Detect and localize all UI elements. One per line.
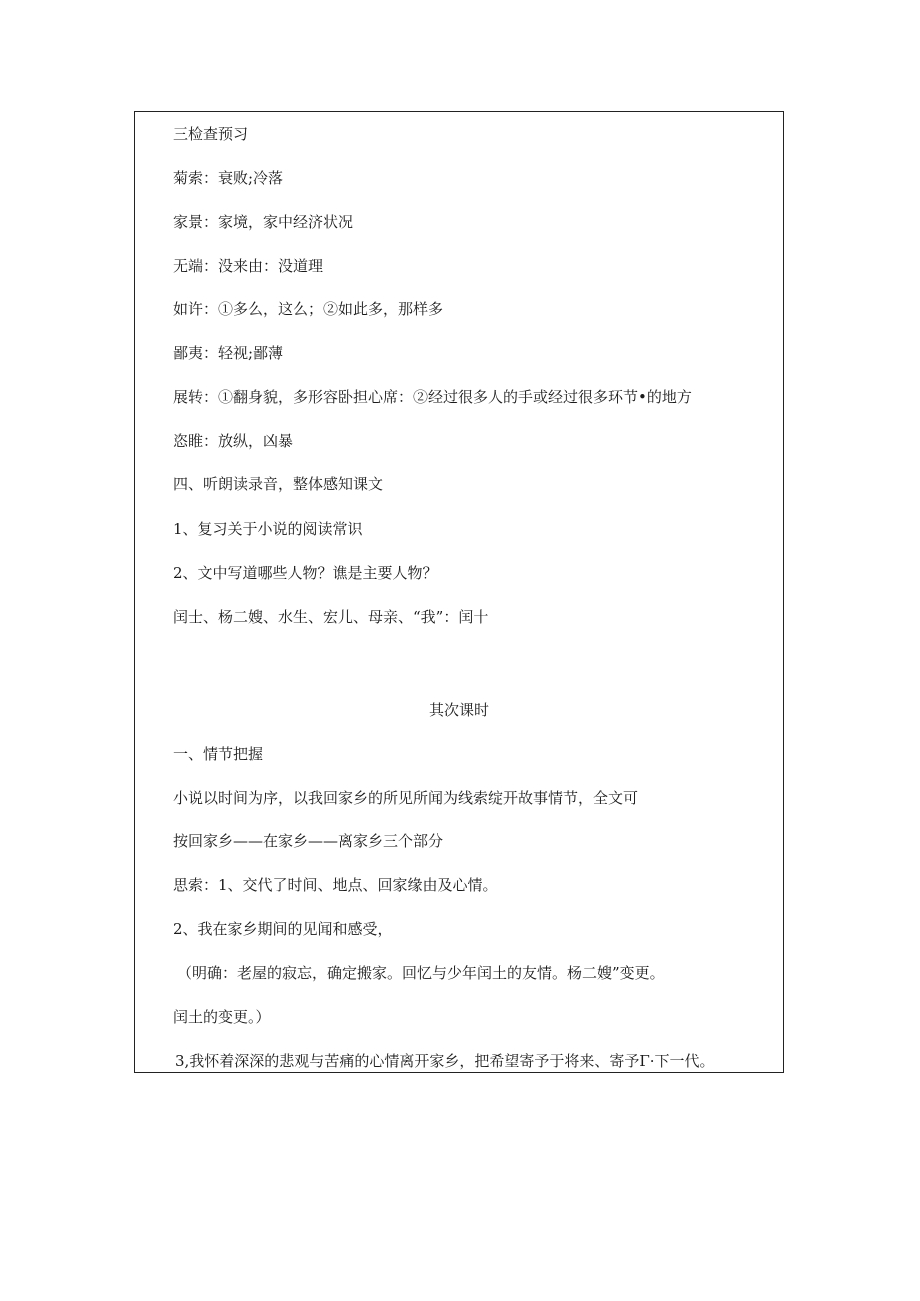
- vocab-line: 如许：①多么，这么；②如此多，那样多: [173, 300, 444, 318]
- paragraph-line: 思索：1、交代了时间、地点、回家缘由及心情。: [173, 876, 498, 894]
- numbered-item: 1、复习关于小说的阅读常识: [173, 520, 363, 538]
- document-frame: [134, 111, 784, 1073]
- paragraph-line: 3,我怀着深深的悲观与苦痛的心情离开家乡，把希望寄予于将来、寄予Γ·下一代。: [175, 1052, 715, 1070]
- vocab-line: 恣睢：放纵，凶暴: [173, 432, 294, 450]
- vocab-line: 家景：家境，家中经济状况: [173, 213, 354, 231]
- heading-check-preview: 三检查预习: [173, 125, 249, 143]
- paragraph-line: （明确：老屋的寂忘，确定搬家。回忆与少年闰土的友情。杨二嫂”变更。: [177, 964, 665, 982]
- heading-listen-reading: 四、听朗读录音，整体感知课文: [173, 475, 384, 493]
- vocab-line: 菊索：衰败;冷落: [173, 169, 284, 187]
- paragraph-line: 2、我在家乡期间的见闻和感受，: [173, 920, 393, 938]
- vocab-line: 鄙夷：轻视;鄙薄: [173, 344, 284, 362]
- vocab-line: 展转：①翻身貌，多形容卧担心席：②经过很多人的手或经过很多环节•的地方: [173, 388, 692, 406]
- paragraph-line: 小说以时间为序，以我回家乡的所见所闻为线索绽开故事情节，全文可: [173, 789, 639, 807]
- numbered-item: 2、文中写道哪些人物？谯是主要人物？: [173, 564, 438, 582]
- character-list: 闰士、杨二嫂、水生、宏儿、母亲、“我”：闰十: [173, 608, 489, 626]
- heading-plot: 一、情节把握: [173, 745, 264, 763]
- paragraph-line: 按回家乡——在家乡——离家乡三个部分: [173, 832, 444, 850]
- section-title: 其次课时: [428, 701, 489, 719]
- paragraph-line: 闰土的变更。）: [173, 1008, 271, 1026]
- vocab-line: 无端：没来由：没道理: [173, 257, 324, 275]
